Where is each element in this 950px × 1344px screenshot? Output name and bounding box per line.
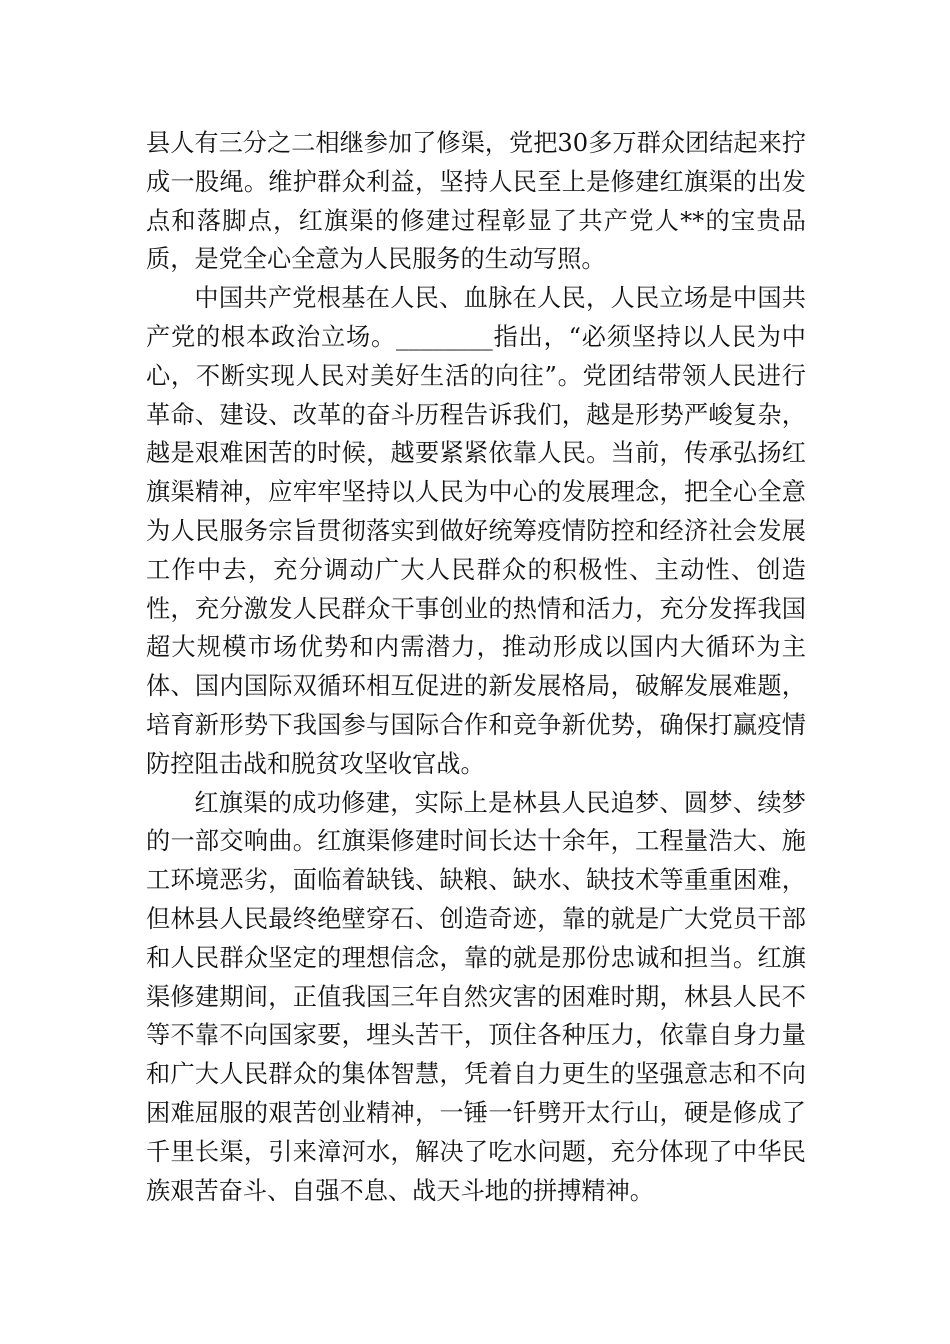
document-page [146, 124, 806, 1210]
paragraph-1: 县人有三分之二相继参加了修渠，党把30多万群众团结起来拧成一股绳。维护群众利益，坚持人民至上是修建红旗渠的出发点和落脚点，红旗渠的修建过程彰显了共产党人**的宝贵品质，是党全心全意为人民服务的生动写照。 [146, 129, 806, 274]
paragraph-2: 中国共产党根基在人民、血脉在人民，人民立场是中国共产党的根本政治立场。________指出，“必须坚持以人民为中心，不断实现人民对美好生活的向往”。党团结带领人民进行革命、建设、改革的奋斗历程告诉我们，越是形势严峻复杂，越是艰难困苦的时候，越要紧紧依靠人民。当前，传承弘扬红旗渠精神，应牢牢坚持以人民为中心的发展理念，把全心全意为人民服务宗旨贯彻落实到做好统筹疫情防控和经济社会发展工作中去，充分调动广大人民群众的积极性、主动性、创造性，充分激发人民群众干事创业的热情和活力，充分发挥我国超大规模市场优势和内需潜力，推动形成以国内大循环为主体、国内国际双循环相互促进的新发展格局，破解发展难题，培育新形势下我国参与国际合作和竞争新优势，确保打赢疫情防控阻击战和脱贫攻坚收官战。 [146, 284, 806, 778]
paragraph-3: 红旗渠的成功修建，实际上是林县人民追梦、圆梦、续梦的一部交响曲。红旗渠修建时间长达十余年，工程量浩大、施工环境恶劣，面临着缺钱、缺粮、缺水、缺技术等重重困难，但林县人民最终绝壁穿石、创造奇迹，靠的就是广大党员干部和人民群众坚定的理想信念，靠的就是那份忠诚和担当。红旗渠修建期间，正值我国三年自然灾害的困难时期，林县人民不等不靠不向国家要，埋头苦干，顶住各种压力，依靠自身力量和广大人民群众的集体智慧，凭着自力更生的坚强意志和不向困难屈服的艰苦创业精神，一锤一钎劈开太行山，硬是修成了千里长渠，引来漳河水，解决了吃水问题，充分体现了中华民族艰苦奋斗、自强不息、战天斗地的拼搏精神。 [146, 788, 806, 1205]
